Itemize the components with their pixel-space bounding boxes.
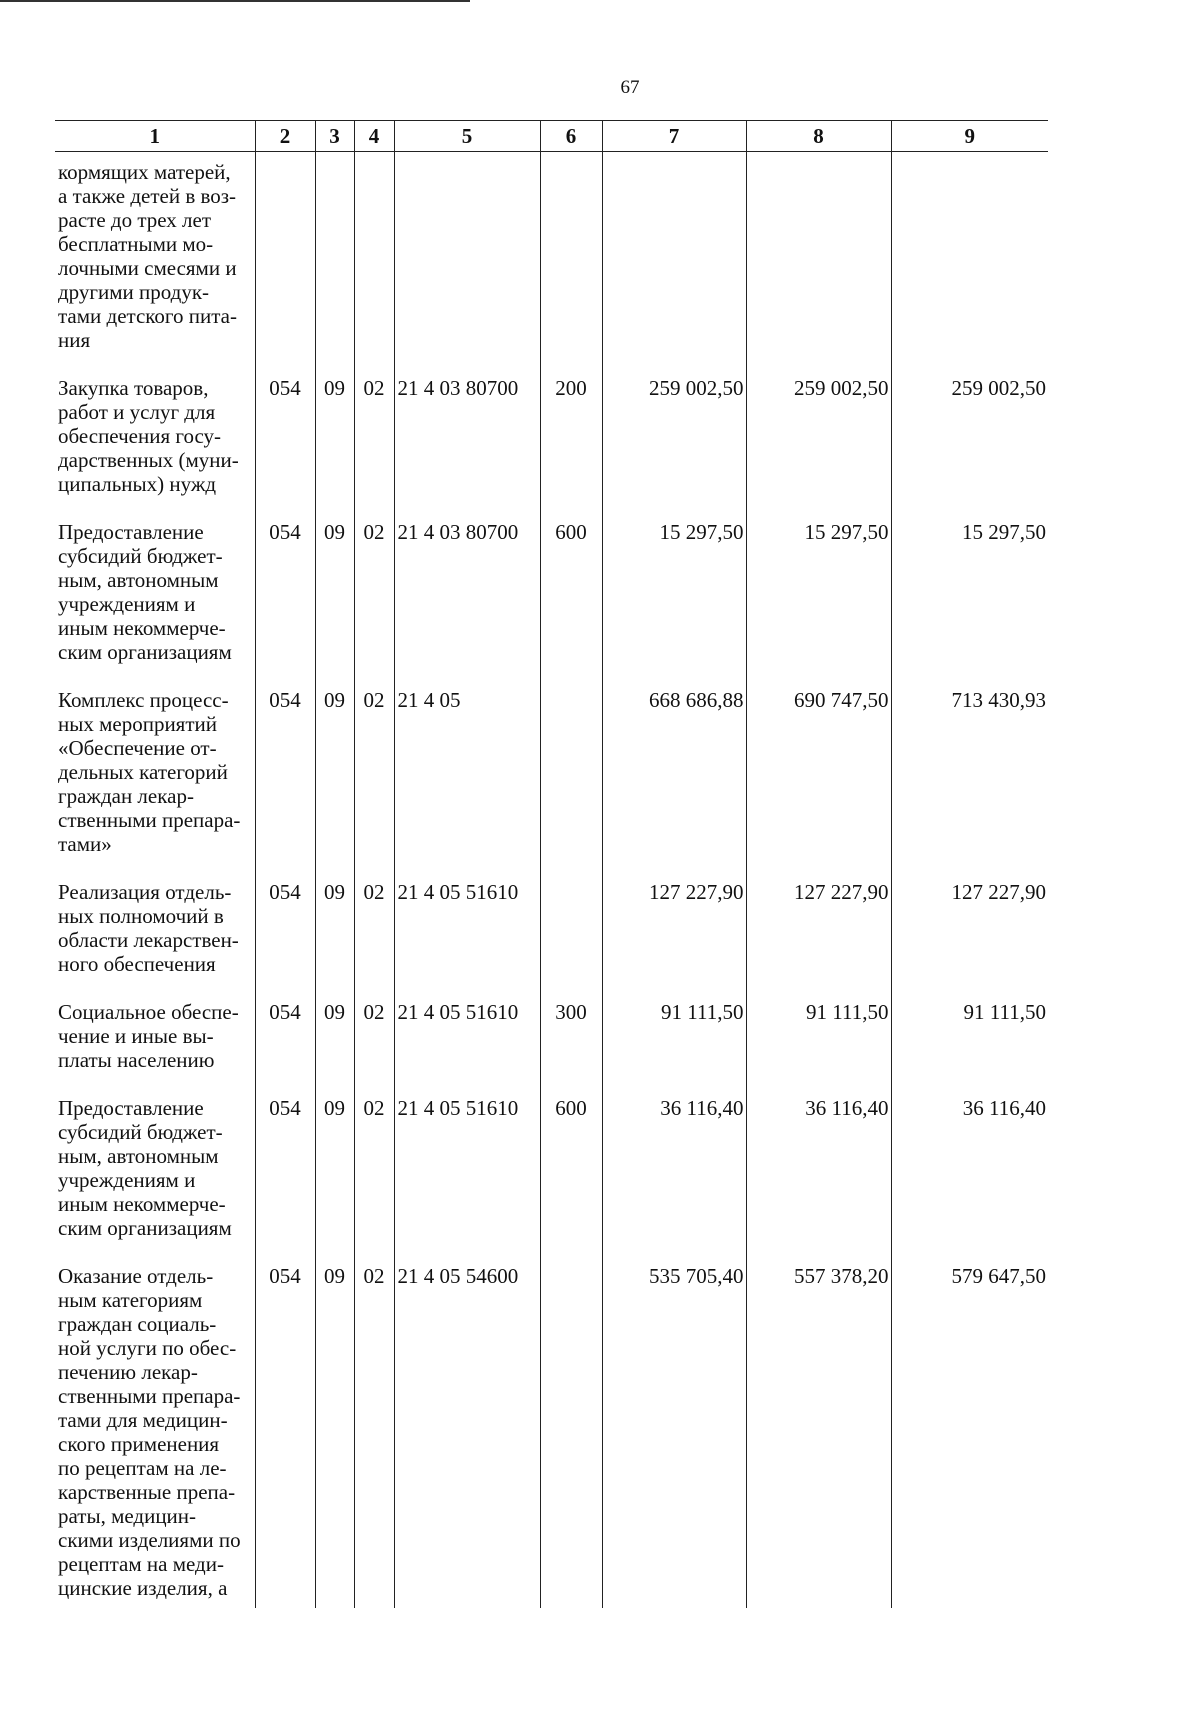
item-name-line: иным некоммерче-: [58, 616, 226, 640]
table-row: [55, 688, 1048, 880]
item-name-cell: [55, 152, 255, 377]
amount-year3-cell: 579 647,50: [891, 1264, 1048, 1608]
target-article-cell: 21 4 03 80700: [394, 376, 540, 520]
item-name-line: ственными препара-: [58, 808, 241, 832]
subsection-cell: 02: [354, 880, 394, 1000]
item-name-line: учреждениям и: [58, 592, 196, 616]
amount-year3-cell: 15 297,50: [891, 520, 1048, 688]
item-name-line: по рецептам на ле-: [58, 1456, 227, 1480]
section-cell: 09: [315, 376, 354, 520]
ministry-code-cell: 054: [255, 520, 315, 688]
section-cell: 09: [315, 1096, 354, 1264]
item-name-line: цинские изделия, а: [58, 1576, 228, 1600]
amount-year1-cell: 259 002,50: [602, 376, 746, 520]
amount-year2-cell: 127 227,90: [746, 880, 891, 1000]
target-article-cell: 21 4 05: [394, 688, 540, 880]
amount-year3-cell: 259 002,50: [891, 376, 1048, 520]
amount-year3-cell: 713 430,93: [891, 688, 1048, 880]
amount-year1-cell: [602, 152, 746, 377]
table-row: [55, 1096, 1048, 1264]
subsection-cell: 02: [354, 376, 394, 520]
subsection-cell: 02: [354, 688, 394, 880]
item-name-line: ного обеспечения: [58, 952, 216, 976]
item-name-line: тами детского пита-: [58, 304, 237, 328]
amount-year1-cell: 535 705,40: [602, 1264, 746, 1608]
item-name-line: раты, медицин-: [58, 1504, 197, 1528]
item-name-line: граждан лекар-: [58, 784, 194, 808]
item-name-line: граждан социаль-: [58, 1312, 217, 1336]
table-row: [55, 1264, 1048, 1608]
section-cell: 09: [315, 1000, 354, 1096]
item-name-line: Социальное обеспе-: [58, 1000, 239, 1024]
item-name-line: рецептам на меди-: [58, 1552, 224, 1576]
table-row: [55, 880, 1048, 1000]
item-name-cell: [55, 376, 255, 520]
column-header-4: 4: [354, 121, 394, 152]
item-name-line: дельных категорий: [58, 760, 228, 784]
item-name-line: тами»: [58, 832, 112, 856]
amount-year1-cell: 91 111,50: [602, 1000, 746, 1096]
item-name-line: дарственных (муни-: [58, 448, 239, 472]
item-name-line: расте до трех лет: [58, 208, 212, 232]
ministry-code-cell: 054: [255, 1000, 315, 1096]
section-cell: 09: [315, 688, 354, 880]
target-article-cell: 21 4 03 80700: [394, 520, 540, 688]
target-article-cell: [394, 152, 540, 377]
item-name-line: платы населению: [58, 1048, 215, 1072]
header-row: [55, 121, 1048, 152]
subsection-cell: 02: [354, 1096, 394, 1264]
table-row: [55, 376, 1048, 520]
column-header-6: 6: [540, 121, 602, 152]
item-name-line: Комплекс процесс-: [58, 688, 229, 712]
page-number: 67: [620, 77, 640, 98]
item-name-line: ным, автономным: [58, 1144, 219, 1168]
column-header-5: 5: [394, 121, 540, 152]
column-header-7: 7: [602, 121, 746, 152]
amount-year3-cell: 91 111,50: [891, 1000, 1048, 1096]
item-name-cell: [55, 1096, 255, 1264]
item-name-line: работ и услуг для: [58, 400, 216, 424]
item-name-line: ния: [58, 328, 91, 352]
expense-type-cell: [540, 1264, 602, 1608]
amount-year3-cell: [891, 152, 1048, 377]
item-name-line: обеспечения госу-: [58, 424, 222, 448]
item-name-line: другими продук-: [58, 280, 210, 304]
subsection-cell: 02: [354, 1264, 394, 1608]
section-cell: 09: [315, 880, 354, 1000]
item-name-line: субсидий бюджет-: [58, 544, 223, 568]
expense-type-cell: 200: [540, 376, 602, 520]
item-name-line: ной услуги по обес-: [58, 1336, 237, 1360]
scan-edge-line: [0, 0, 470, 2]
item-name-cell: [55, 880, 255, 1000]
table-row: [55, 1000, 1048, 1096]
target-article-cell: 21 4 05 51610: [394, 1000, 540, 1096]
expense-type-cell: [540, 880, 602, 1000]
column-header-3: 3: [315, 121, 354, 152]
amount-year2-cell: 259 002,50: [746, 376, 891, 520]
item-name-line: карственные препа-: [58, 1480, 236, 1504]
column-header-8: 8: [746, 121, 891, 152]
subsection-cell: 02: [354, 1000, 394, 1096]
column-header-9: 9: [891, 121, 1048, 152]
item-name-line: ных полномочий в: [58, 904, 224, 928]
budget-table: [55, 120, 1048, 1608]
item-name-line: иным некоммерче-: [58, 1192, 226, 1216]
item-name-line: лочными смесями и: [58, 256, 237, 280]
ministry-code-cell: 054: [255, 688, 315, 880]
item-name-cell: [55, 1000, 255, 1096]
item-name-line: скими изделиями по: [58, 1528, 241, 1552]
ministry-code-cell: [255, 152, 315, 377]
table-row: [55, 520, 1048, 688]
amount-year1-cell: 15 297,50: [602, 520, 746, 688]
amount-year1-cell: 36 116,40: [602, 1096, 746, 1264]
item-name-line: области лекарствен-: [58, 928, 239, 952]
section-cell: [315, 152, 354, 377]
item-name-line: ским организациям: [58, 1216, 232, 1240]
item-name-line: Предоставление: [58, 1096, 204, 1120]
expense-type-cell: 600: [540, 520, 602, 688]
ministry-code-cell: 054: [255, 880, 315, 1000]
amount-year3-cell: 36 116,40: [891, 1096, 1048, 1264]
item-name-line: бесплатными мо-: [58, 232, 214, 256]
amount-year2-cell: 36 116,40: [746, 1096, 891, 1264]
item-name-cell: [55, 688, 255, 880]
item-name-line: ским организациям: [58, 640, 232, 664]
item-name-line: субсидий бюджет-: [58, 1120, 223, 1144]
section-cell: 09: [315, 520, 354, 688]
item-name-line: ского применения: [58, 1432, 220, 1456]
subsection-cell: 02: [354, 520, 394, 688]
item-name-line: учреждениям и: [58, 1168, 196, 1192]
amount-year1-cell: 668 686,88: [602, 688, 746, 880]
amount-year3-cell: 127 227,90: [891, 880, 1048, 1000]
expense-type-cell: [540, 152, 602, 377]
column-header-1: 1: [55, 121, 255, 152]
amount-year2-cell: 15 297,50: [746, 520, 891, 688]
item-name-line: Предоставление: [58, 520, 204, 544]
ministry-code-cell: 054: [255, 376, 315, 520]
item-name-line: ственными препара-: [58, 1384, 241, 1408]
item-name-line: «Обеспечение от-: [58, 736, 217, 760]
amount-year1-cell: 127 227,90: [602, 880, 746, 1000]
item-name-line: чение и иные вы-: [58, 1024, 214, 1048]
item-name-line: Оказание отдель-: [58, 1264, 214, 1288]
ministry-code-cell: 054: [255, 1096, 315, 1264]
item-name-line: печению лекар-: [58, 1360, 198, 1384]
ministry-code-cell: 054: [255, 1264, 315, 1608]
section-cell: 09: [315, 1264, 354, 1608]
item-name-cell: [55, 1264, 255, 1608]
table-body: [55, 152, 1048, 1609]
target-article-cell: 21 4 05 51610: [394, 1096, 540, 1264]
target-article-cell: 21 4 05 51610: [394, 880, 540, 1000]
item-name-line: а также детей в воз-: [58, 184, 237, 208]
item-name-line: ным категориям: [58, 1288, 203, 1312]
expense-type-cell: 600: [540, 1096, 602, 1264]
amount-year2-cell: 91 111,50: [746, 1000, 891, 1096]
amount-year2-cell: 557 378,20: [746, 1264, 891, 1608]
item-name-line: ным, автономным: [58, 568, 219, 592]
item-name-line: Реализация отдель-: [58, 880, 232, 904]
subsection-cell: [354, 152, 394, 377]
item-name-cell: [55, 520, 255, 688]
target-article-cell: 21 4 05 54600: [394, 1264, 540, 1608]
amount-year2-cell: [746, 152, 891, 377]
item-name-line: кормящих матерей,: [58, 160, 231, 184]
table-row: [55, 152, 1048, 377]
column-header-2: 2: [255, 121, 315, 152]
item-name-line: ципальных) нужд: [58, 472, 217, 496]
item-name-line: тами для медицин-: [58, 1408, 228, 1432]
expense-type-cell: [540, 688, 602, 880]
expense-type-cell: 300: [540, 1000, 602, 1096]
item-name-line: Закупка товаров,: [58, 376, 209, 400]
item-name-line: ных мероприятий: [58, 712, 217, 736]
amount-year2-cell: 690 747,50: [746, 688, 891, 880]
